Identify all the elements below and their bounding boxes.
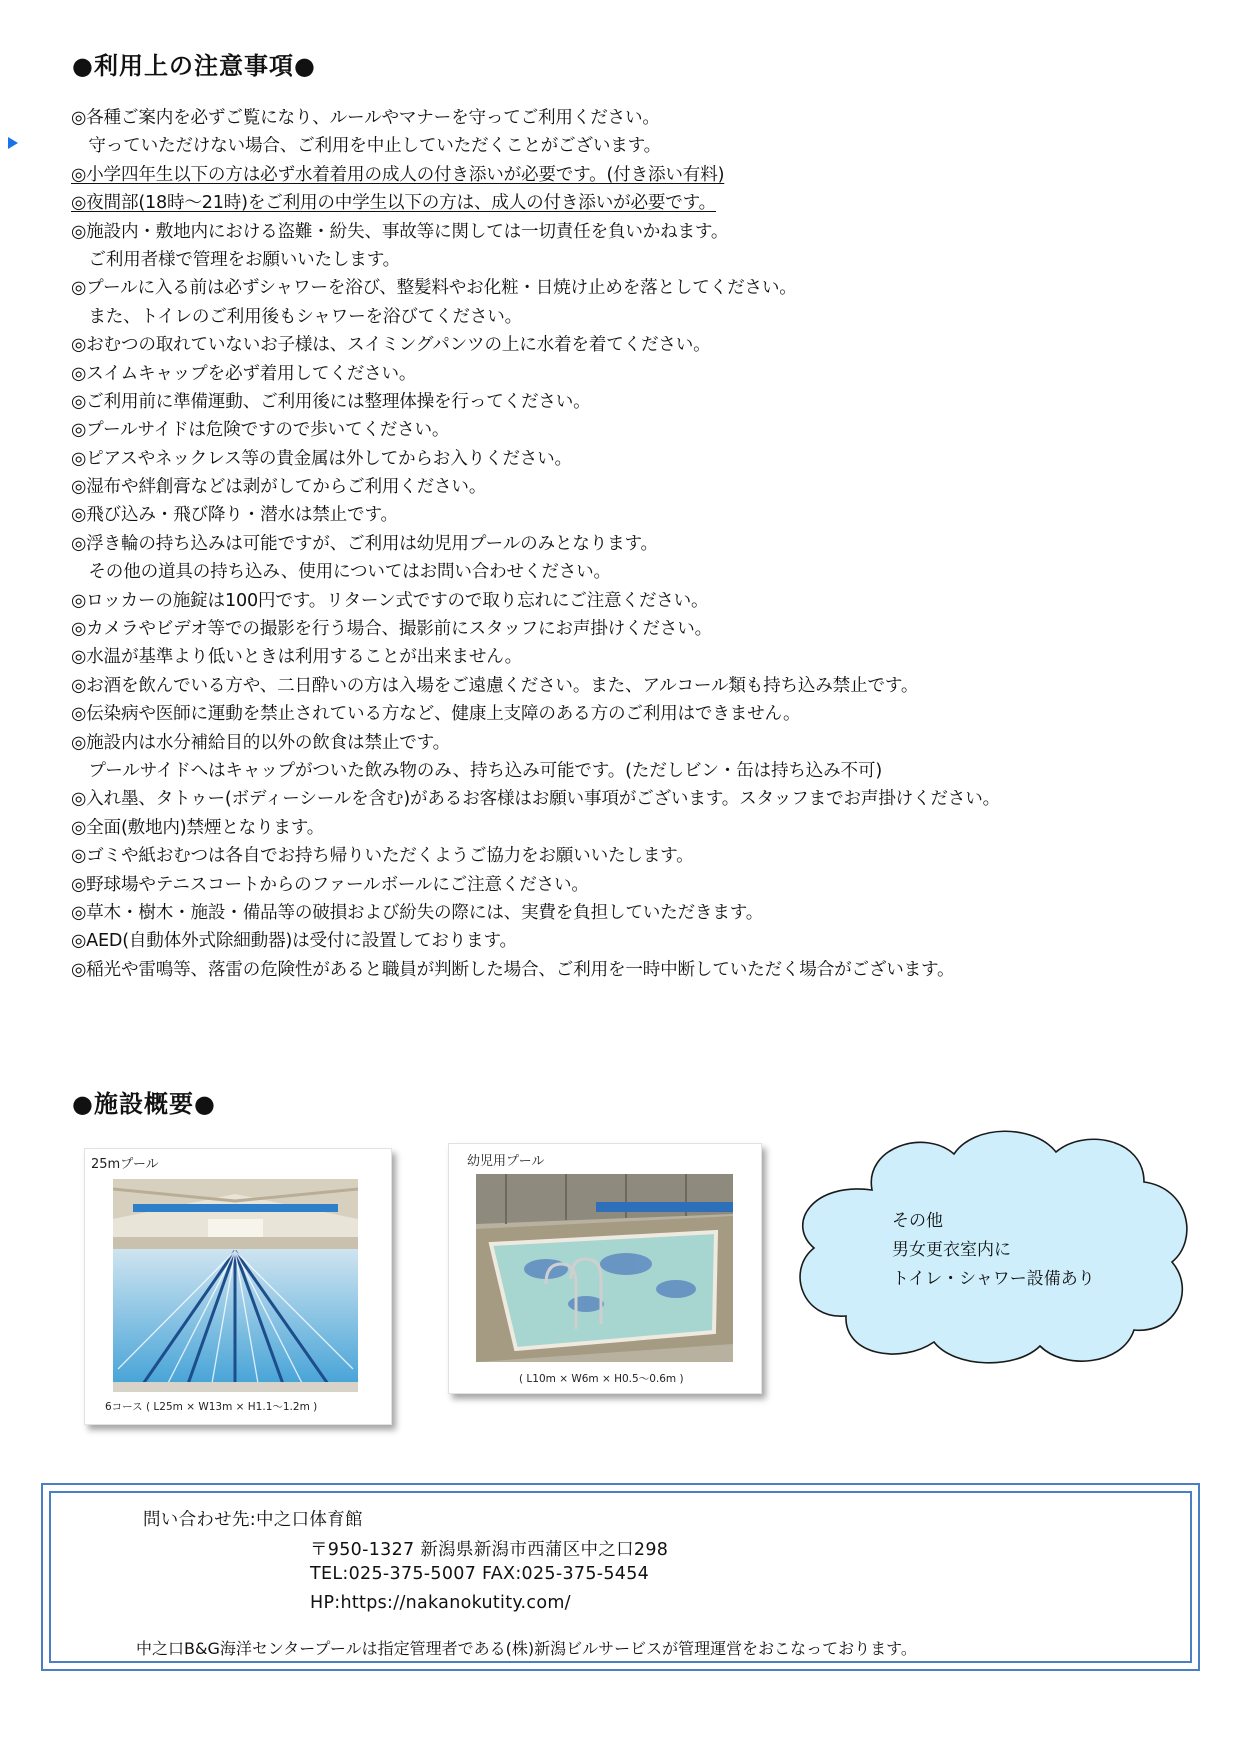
notice-item — [71, 587, 1231, 615]
notice-item-text: ◎小学四年生以下の方は必ず水着着用の成人の付き添いが必要です。(付き添い有料) — [71, 164, 725, 185]
other-info-line1: その他 — [892, 1211, 943, 1231]
notice-item — [71, 274, 1231, 302]
pool25-card — [84, 1148, 392, 1425]
other-info-line2: 男女更衣室内に — [892, 1240, 1011, 1260]
notice-item-text: ◎入れ墨、タトゥー(ボディーシールを含む)があるお客様はお願い事項がございます。スタッフまでお声掛けください。 — [71, 789, 1001, 810]
notice-item — [71, 956, 1231, 984]
notice-item — [71, 672, 1231, 700]
pool25-title: 25mプール — [91, 1157, 159, 1172]
notice-item-text: ◎おむつの取れていないお子様は、スイミングパンツの上に水着を着てください。 — [71, 335, 711, 356]
notice-item-text: ◎ご利用前に準備運動、ご利用後には整理体操を行ってください。 — [71, 391, 591, 412]
notice-item-text: ◎ピアスやネックレス等の貴金属は外してからお入りください。 — [71, 448, 572, 469]
notice-item-text: ◎草木・樹木・施設・備品等の破損および紛失の際には、実費を負担していただきます。 — [71, 902, 764, 923]
notice-item — [71, 757, 1231, 785]
notice-item — [71, 416, 1231, 444]
notice-item — [71, 615, 1231, 643]
notice-item — [71, 104, 1231, 132]
notice-item — [71, 161, 1231, 189]
notice-item-text: ◎カメラやビデオ等での撮影を行う場合、撮影前にスタッフにお声掛けください。 — [71, 619, 712, 640]
notice-item — [71, 927, 1231, 955]
notice-item-text: ◎夜間部(18時～21時)をご利用の中学生以下の方は、成人の付き添いが必要です。 — [71, 193, 717, 214]
notice-item-text: プールサイドへはキャップがついた飲み物のみ、持ち込み可能です。(ただしビン・缶は持ち込み不可) — [71, 760, 882, 781]
notice-item — [71, 360, 1231, 388]
notice-item — [71, 218, 1231, 246]
notice-item — [71, 785, 1231, 813]
notice-item-text: ◎飛び込み・飛び降り・潜水は禁止です。 — [71, 505, 398, 526]
contact-address: 〒950-1327 新潟県新潟市西蒲区中之口298 — [310, 1540, 669, 1560]
notice-item — [71, 303, 1231, 331]
contact-label: 問い合わせ先:中之口体育館 — [143, 1510, 363, 1530]
notice-item-text: その他の道具の持ち込み、使用についてはお問い合わせください。 — [71, 562, 611, 583]
notice-item-text: ◎施設内・敷地内における盗難・紛失、事故等に関しては一切責任を負いかねます。 — [71, 221, 729, 242]
notice-item-text: ◎稲光や雷鳴等、落雷の危険性があると職員が判断した場合、ご利用を一時中断していただく場合がございます。 — [71, 959, 955, 980]
notice-item-text: ◎各種ご案内を必ずご覧になり、ルールやマナーを守ってご利用ください。 — [71, 108, 660, 128]
other-info-line3: トイレ・シャワー設備あり — [892, 1269, 1095, 1289]
notice-item-text: ◎プールサイドは危険ですので歩いてください。 — [71, 420, 450, 441]
notice-item-text: ◎水温が基準より低いときは利用することが出来ません。 — [71, 647, 523, 668]
notice-item — [71, 814, 1231, 842]
kids-pool-card — [448, 1143, 762, 1394]
notice-item — [71, 729, 1231, 757]
notice-item-text: ◎スイムキャップを必ず着用してください。 — [71, 363, 417, 384]
notice-item-text: ◎湿布や絆創膏などは剥がしてからご利用ください。 — [71, 477, 487, 498]
notice-item-text: ◎全面(敷地内)禁煙となります。 — [71, 817, 325, 838]
notice-item-text: ◎浮き輪の持ち込みは可能ですが、ご利用は幼児用プールのみとなります。 — [71, 533, 658, 554]
notice-item — [71, 246, 1231, 274]
notice-item — [71, 388, 1231, 416]
notice-item — [71, 501, 1231, 529]
notice-item — [71, 473, 1231, 501]
pool25-photo — [113, 1179, 358, 1392]
notice-item-text: ◎施設内は水分補給目的以外の飲食は禁止です。 — [71, 732, 451, 753]
notice-item-text: ◎プールに入る前は必ずシャワーを浴び、整髪料やお化粧・日焼け止めを落としてください。 — [71, 278, 797, 299]
kids-pool-caption: ( L10m × W6m × H0.5～0.6m ) — [519, 1373, 684, 1385]
notice-heading: ●利用上の注意事項● — [72, 52, 316, 80]
notice-item-text: ◎お酒を飲んでいる方や、二日酔いの方は入場をご遠慮ください。また、アルコール類も持ち込み禁止です。 — [71, 675, 919, 696]
notice-item-text: 守っていただけない場合、ご利用を中止していただくことがございます。 — [71, 136, 661, 157]
notice-item-text: また、トイレのご利用後もシャワーを浴びてください。 — [71, 306, 523, 327]
notice-item-text: ご利用者様で管理をお願いいたします。 — [71, 249, 401, 270]
bookmark-marker-icon — [8, 137, 18, 149]
notice-item — [71, 558, 1231, 586]
notice-item — [71, 899, 1231, 927]
notice-item — [71, 871, 1231, 899]
notice-item-text: ◎ロッカーの施錠は100円です。リターン式ですので取り忘れにご注意ください。 — [71, 590, 709, 611]
notice-item-text: ◎伝染病や医師に運動を禁止されている方など、健康上支障のある方のご利用はできません。 — [71, 704, 801, 725]
facility-heading: ●施設概要● — [72, 1090, 216, 1118]
other-info-text — [892, 1207, 1095, 1294]
notice-item-text: ◎野球場やテニスコートからのファールボールにご注意ください。 — [71, 874, 589, 895]
notice-item — [71, 132, 1231, 160]
pool25-caption: 6コース ( L25m × W13m × H1.1～1.2m ) — [105, 1401, 318, 1413]
notice-item — [71, 331, 1231, 359]
kids-pool-title: 幼児用プール — [467, 1154, 545, 1169]
kids-pool-photo — [476, 1174, 733, 1362]
contact-tel-fax: TEL:025-375-5007 FAX:025-375-5454 — [310, 1564, 650, 1584]
notice-item — [71, 643, 1231, 671]
notice-item — [71, 530, 1231, 558]
notice-item — [71, 700, 1231, 728]
notice-item — [71, 445, 1231, 473]
contact-homepage-link[interactable]: HP:https://nakanokutity.com/ — [310, 1593, 571, 1613]
notice-item-text: ◎ゴミや紙おむつは各自でお持ち帰りいただくようご協力をお願いいたします。 — [71, 846, 694, 867]
management-note: 中之口B&G海洋センタープールは指定管理者である(株)新潟ビルサービスが管理運営をおこなっております。 — [136, 1639, 917, 1658]
notice-item — [71, 842, 1231, 870]
notice-list — [71, 104, 1231, 984]
notice-item-text: ◎AED(自動体外式除細動器)は受付に設置しております。 — [71, 931, 517, 952]
notice-item — [71, 189, 1231, 217]
